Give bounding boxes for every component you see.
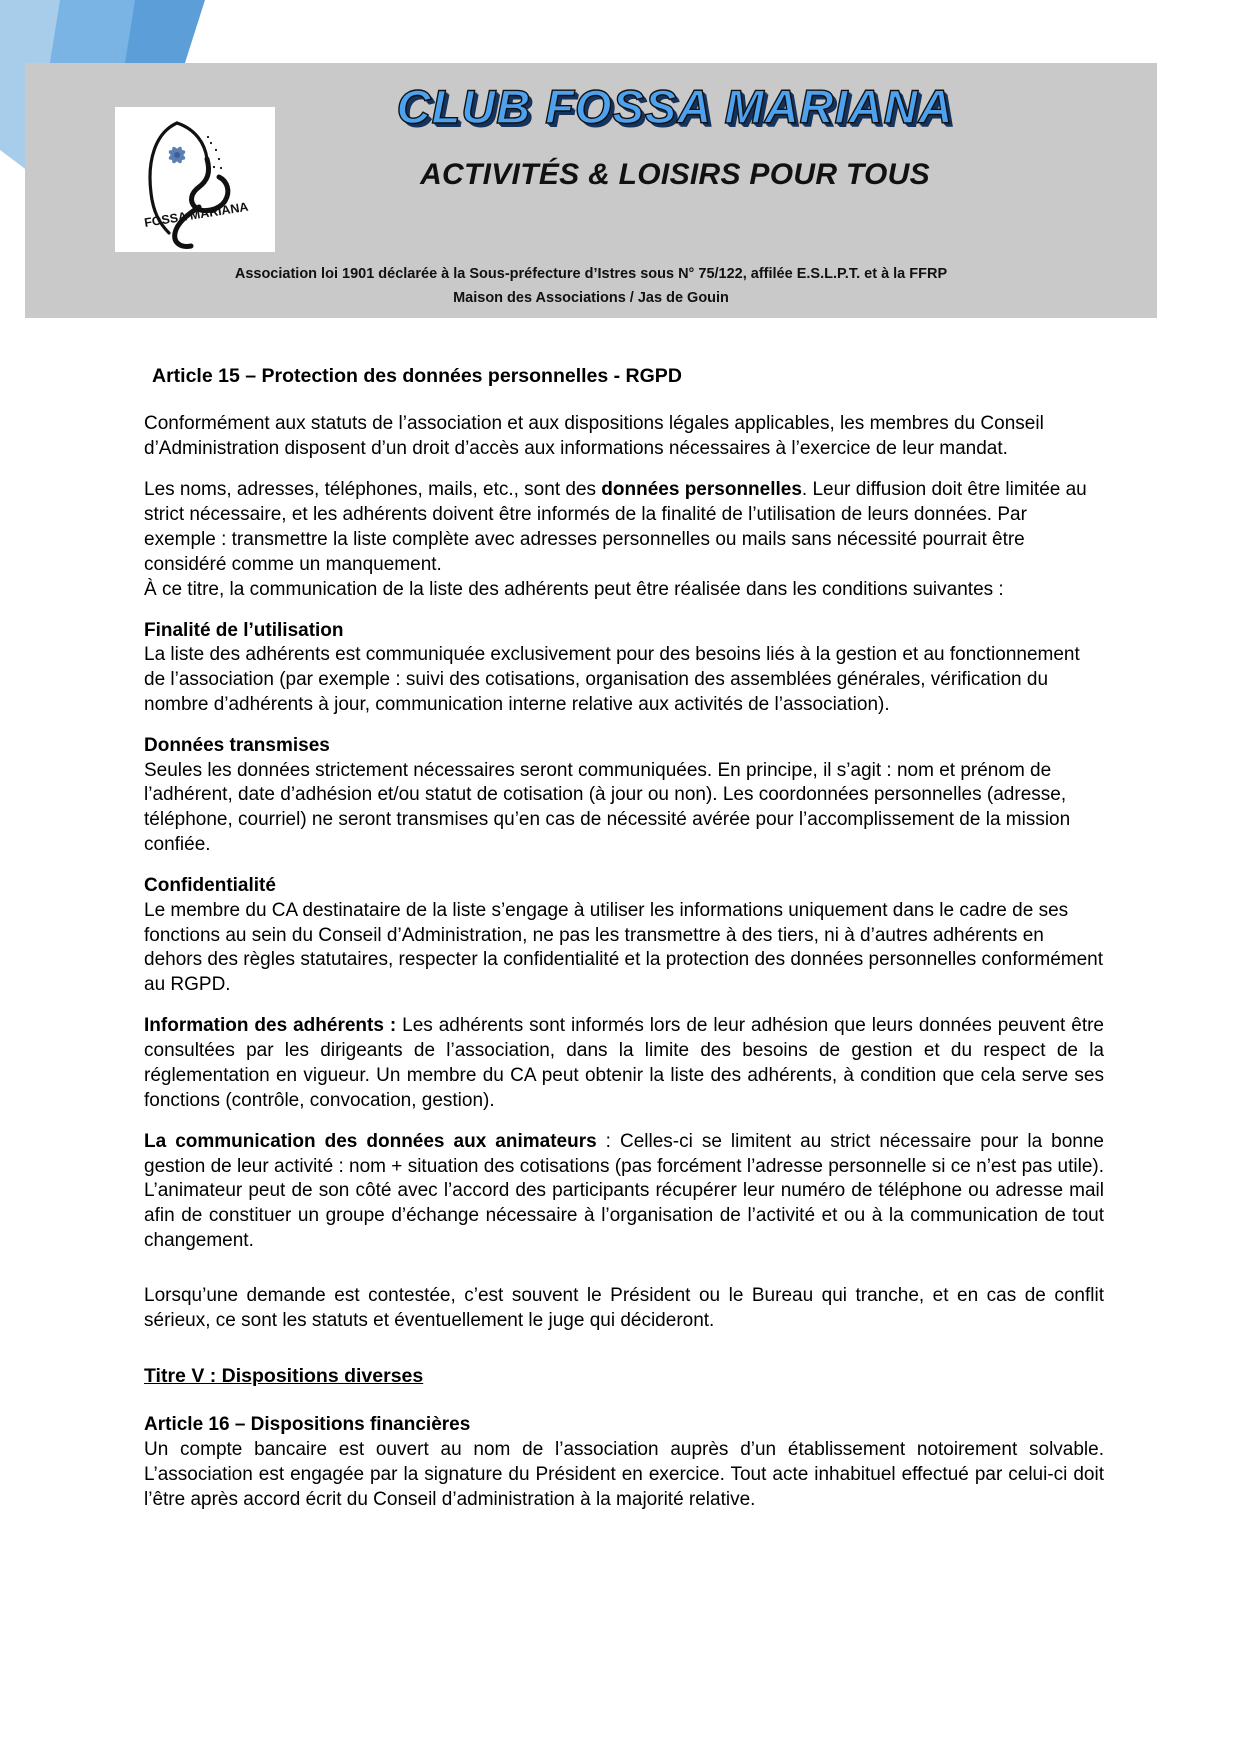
communication-animateurs-paragraph bbox=[144, 1130, 1104, 1254]
section-heading-finalite: Finalité de l’utilisation bbox=[144, 619, 344, 641]
section-body-finalite: La liste des adhérents est communiquée exclusivement pour des besoins liés à la gestion et au fonctionnement de l’association (par exemple : suivi des cotisations, organisation des assemblées générales, vérification du nombre d’adhérents à jour, communication interne relative aux activités de l’association). bbox=[144, 644, 1080, 715]
personal-data-bold: données personnelles bbox=[601, 479, 802, 501]
information-adherents-paragraph bbox=[144, 1014, 1104, 1114]
section-heading-confidentialite: Confidentialité bbox=[144, 875, 276, 896]
club-logo bbox=[115, 107, 275, 252]
section-body-donnees-transmises: Seules les données strictement nécessaires seront communiquées. En principe, il s’agit : nom et prénom de l’adhérent, date d’adhésion et/ou statut de cotisation (à jour ou non). Les coordonnées personnelles (adresse, téléphone, courriel) ne seront transmises qu’en cas de nécessité avérée pour l’accomplissement de la mission confiée. bbox=[144, 759, 1071, 856]
legal-registration-line: Association loi 1901 déclarée à la Sous-préfecture d’Istres sous N° 75/122, affilée E.S.L.P.T. et à la FFRP bbox=[234, 266, 948, 282]
titre-5-heading: Titre V : Dispositions diverses bbox=[144, 1364, 424, 1387]
section-body-confidentialite: Le membre du CA destinataire de la liste s’engage à utiliser les informations uniquement dans le cadre de ses fonctions au sein du Conseil d’Administration, ne pas les transmettre à des tiers, ni à d’autres adhérents en dehors des règles statutaires, respecter la confidentialité et la protection des données personnelles conformément au RGPD. bbox=[144, 899, 1103, 996]
legal-address-line: Maison des Associations / Jas de Gouin bbox=[453, 290, 729, 306]
article-16-body: Un compte bancaire est ouvert au nom de l’association auprès d’un établissement notoirement solvable. L’association est engagée par la signature du Président en exercice. Tout acte inhabituel effectué par celui-ci doit l’être après accord écrit du Conseil d’administration à la majorité relative. bbox=[144, 1438, 1104, 1510]
a-ce-titre-line: À ce titre, la communication de la liste des adhérents peut être réalisée dans les conditions suivantes : bbox=[144, 578, 1004, 600]
article-15-heading: Article 15 – Protection des données personnelles - RGPD bbox=[152, 365, 682, 387]
document-body bbox=[0, 318, 1240, 1512]
personal-data-part2: . Leur diffusion doit être limitée au strict nécessaire, et les adhérents doivent être informés de la finalité de l’utilisation de leurs données. Par exemple : transmettre la liste complète avec adresses personnelles ou mails sans nécessité pourrait être considéré comme un manquement. bbox=[144, 479, 1087, 575]
document-header bbox=[0, 0, 1240, 318]
section-heading-donnees-transmises: Données transmises bbox=[144, 734, 330, 756]
information-adherents-lead: Information des adhérents : bbox=[144, 1015, 397, 1037]
personal-data-part1: Les noms, adresses, téléphones, mails, etc., sont des bbox=[144, 479, 602, 501]
contestation-paragraph: Lorsqu’une demande est contestée, c’est souvent le Président ou le Bureau qui tranche, et en cas de conflit sérieux, ce sont les statuts et éventuellement le juge qui décideront. bbox=[144, 1285, 1104, 1331]
club-subtitle: ACTIVITÉS & LOISIRS POUR TOUS bbox=[420, 158, 930, 191]
communication-animateurs-lead: La communication des données aux animateurs bbox=[144, 1130, 597, 1152]
personal-data-paragraph bbox=[144, 478, 1104, 578]
article-16-heading: Article 16 – Dispositions financières bbox=[144, 1414, 471, 1436]
communication-animateurs-body: : Celles-ci se limitent au strict nécessaire pour la bonne gestion de leur activité : nom + situation des cotisations (pas forcément l’adresse personnelle si ce n’est pas utile). L’animateur peut de son côté avec l’accord des participants récupérer leur numéro de téléphone ou adresse mail afin de constituer un groupe d’échange nécessaire à l’organisation de l’activité et ou à la communication de tout changement. bbox=[144, 1130, 1104, 1252]
club-title: CLUB FOSSA MARIANA bbox=[396, 80, 954, 133]
logo-text: FOSSA MARIANA bbox=[143, 199, 250, 230]
intro-paragraph: Conformément aux statuts de l’association et aux dispositions légales applicables, les membres du Conseil d’Administration disposent d’un droit d’accès aux informations nécessaires à l’exercice de leur mandat. bbox=[144, 413, 1044, 460]
information-adherents-body: Les adhérents sont informés lors de leur adhésion que leurs données peuvent être consultées par les dirigeants de l’association, dans la limite des besoins de gestion et du respect de la réglementation en vigueur. Un membre du CA peut obtenir la liste des adhérents, à condition que cela serve ses fonctions (contrôle, convocation, gestion). bbox=[144, 1015, 1104, 1111]
